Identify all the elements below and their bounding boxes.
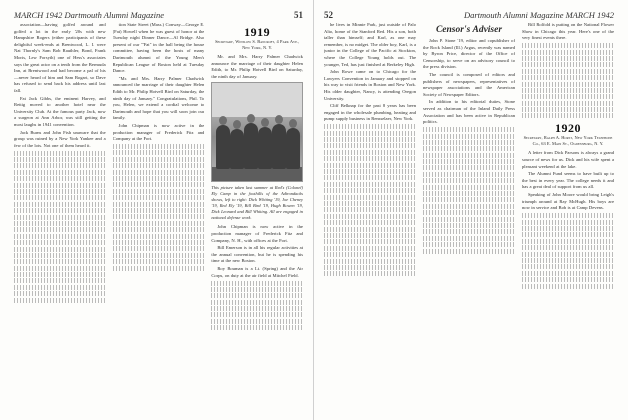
paragraph: The council is composed of editors and publishers of newspapers, representatives of newspaper associations and the American Society of Newspaper Editors.	[423, 71, 515, 97]
paragraph: Bill Rolfold is putting on the National Flower Show in Chicago this year. Here's one of the very finest events there.	[522, 22, 614, 41]
right-column-1	[324, 22, 416, 418]
paragraph: tion State Street (Mass.) Conway—George E. (Fat) Howell when he was guest of honor at the Tuesday night Dinner Dance—Al Bridge. Also present of our "'Fat" in the hall being the house committee, having been the hosts of many Dartmouth alumni of the Young Men's Republican League of Boston held at Tuesday Dance.	[112, 22, 205, 74]
class-heading-1919: 1919	[244, 25, 271, 39]
paragraph: John Chipman is now active in the production manager of Frederick Fitz and Company, N. H., with offices at the Fort.	[211, 224, 303, 243]
left-columns	[14, 22, 303, 418]
page-number: 51	[294, 10, 303, 20]
paragraph: Mr. and Mrs. Harry Palmer Chadwick announce the marriage of their daughter Helen Edith, to Mr. Philip Hotvell Bird on Saturday, the ninth day of January.	[211, 54, 303, 79]
running-head-title: Dartmouth Alumni Magazine MARCH 1942	[463, 10, 614, 20]
paragraph: Cliff Belknap for the past 8 years has been engaged in the wholesale plumbing, heating and pump supply business in Rensselaer, New York.	[324, 103, 416, 122]
paragraph: Jack Burns and John Fish unaware that the group was ruined by a New York Yankee and a few of the lots. Not one of them heard it.	[14, 129, 106, 148]
paragraph: Roy Bouman is a Lt. (Spring) and the Air Corps, on duty at the air field at Mitchel Field.	[211, 265, 303, 278]
class-secretary: Secretary, Winslow S. Bancroft, 4 Park Ave., New York, N. Y.	[215, 39, 300, 50]
running-head-title: MARCH 1942 Dartmouth Alumni Magazine	[14, 10, 165, 20]
left-column-1	[14, 22, 106, 418]
paragraph: he lives in Minnie Park, just outside of Palo Alto, home of the Stanford Red. His a son, both taller than himself; and Karl, as one may remember, is no midget. The older boy, Karl, is a junior in the College of the Pacific at Stockton, where the College Young holds out. The younger, Ted, has just finished at Berkeley High.	[324, 22, 416, 67]
group-photo	[211, 82, 303, 182]
page-number: 52	[324, 10, 333, 20]
paragraph: "Mr. and Mrs. Harry Palmer Chadwick announced the marriage of their daughter Helen Edith to Mr. Philip Hotvell Bird on Saturday, the ninth day of January." Congratulations, Phil. To you, Helen, we extend a cordial welcome to Dartmouth and hope that you will soon join our family.	[112, 75, 205, 121]
right-columns	[324, 22, 614, 418]
right-column-2	[423, 22, 515, 418]
paragraph: Fat Jack Gibbs, the eminent Harvey, and Rettig moved to another hotel near the University Club. At the famous party Jack, now a surgeon at Ann Arbor, was still getting the most laughs in 1941 convention.	[14, 95, 106, 127]
class-secretary: Secretary, Ralph A. Horst, New York Telephone Co., 63 E. Main St., Ogdensburg, N. Y.	[523, 135, 613, 147]
paragraph: In addition to his editorial duties, Stone served as chairman of the Inland Daily Press Association and has been active in Republican politics.	[423, 99, 515, 125]
left-column-2	[113, 22, 205, 418]
paragraph: association—having golfed around and golfed a lot in the early '20s with new Hampshire Rogers (either participants of these delightful week-ends at Brentwood, L. I. were Nat Thornly's Sam Bob Rauthler, Bond, Frank Moris, Lew Forsyth) one of Hess's associates says the great actor on a tenth from the Bermuda Inn, at Brentwood and had become a pal of his—never heard of him and Sam Bogart, so Dave has refused to send back his address until last fall.	[14, 22, 106, 93]
running-head-right	[324, 8, 614, 22]
running-head-left	[14, 8, 303, 22]
paragraph: The Alumni Fund seems to have built up to the best in every year. The college needs it and has a great deal of support from us all.	[522, 171, 614, 190]
class-heading-1920: 1920	[555, 121, 581, 136]
left-column-3	[211, 22, 303, 418]
right-column-3	[522, 22, 614, 418]
paragraph: A letter from Dick Parsons is always a grand source of news for us. Dick and his wife spent a pleasant weekend at the lake.	[522, 150, 614, 169]
paragraph: John P. Stone '19, editor and copublisher of the Rock Island (Ill.) Argus, recently was named by Byron Price, director of the Office of Censorship, to serve on an advisory council to the press division.	[423, 38, 515, 70]
paragraph: John Chipman is now active in the production manager of Frederick Fitz and Company at the Fort.	[112, 122, 205, 142]
paragraph: John Rowe came on to Chicago for the Lawyers Convention in January and stopped on his way to visit friends in Boston and New York. His older daughter, Nancy, is attending Oregon University.	[324, 69, 416, 101]
paragraph: Speaking of John Moore would bring Leigh's triumph around at Ray McHugh. His boys are now in service and Bob is at Camp Devens.	[522, 192, 614, 211]
right-page	[314, 0, 628, 420]
paragraph: Bill Emerson is in all his regular activities at the annual convention, but he is spending his time at the new Boston.	[211, 245, 303, 264]
photo-caption: This picture taken last summer at Red's (Colonel) Ely Camp in the foothills of the Adirondacks shows, left to right: Dick Whiting '19, Joe Cheney '19, Red Ely '19, Bill Bird '19, Hugh Bowen '19, Dick Leonard and Bill Whiting. All are engaged in national defense work.	[211, 185, 303, 221]
article-title-censors-adviser: Censor's Adviser	[435, 25, 503, 35]
